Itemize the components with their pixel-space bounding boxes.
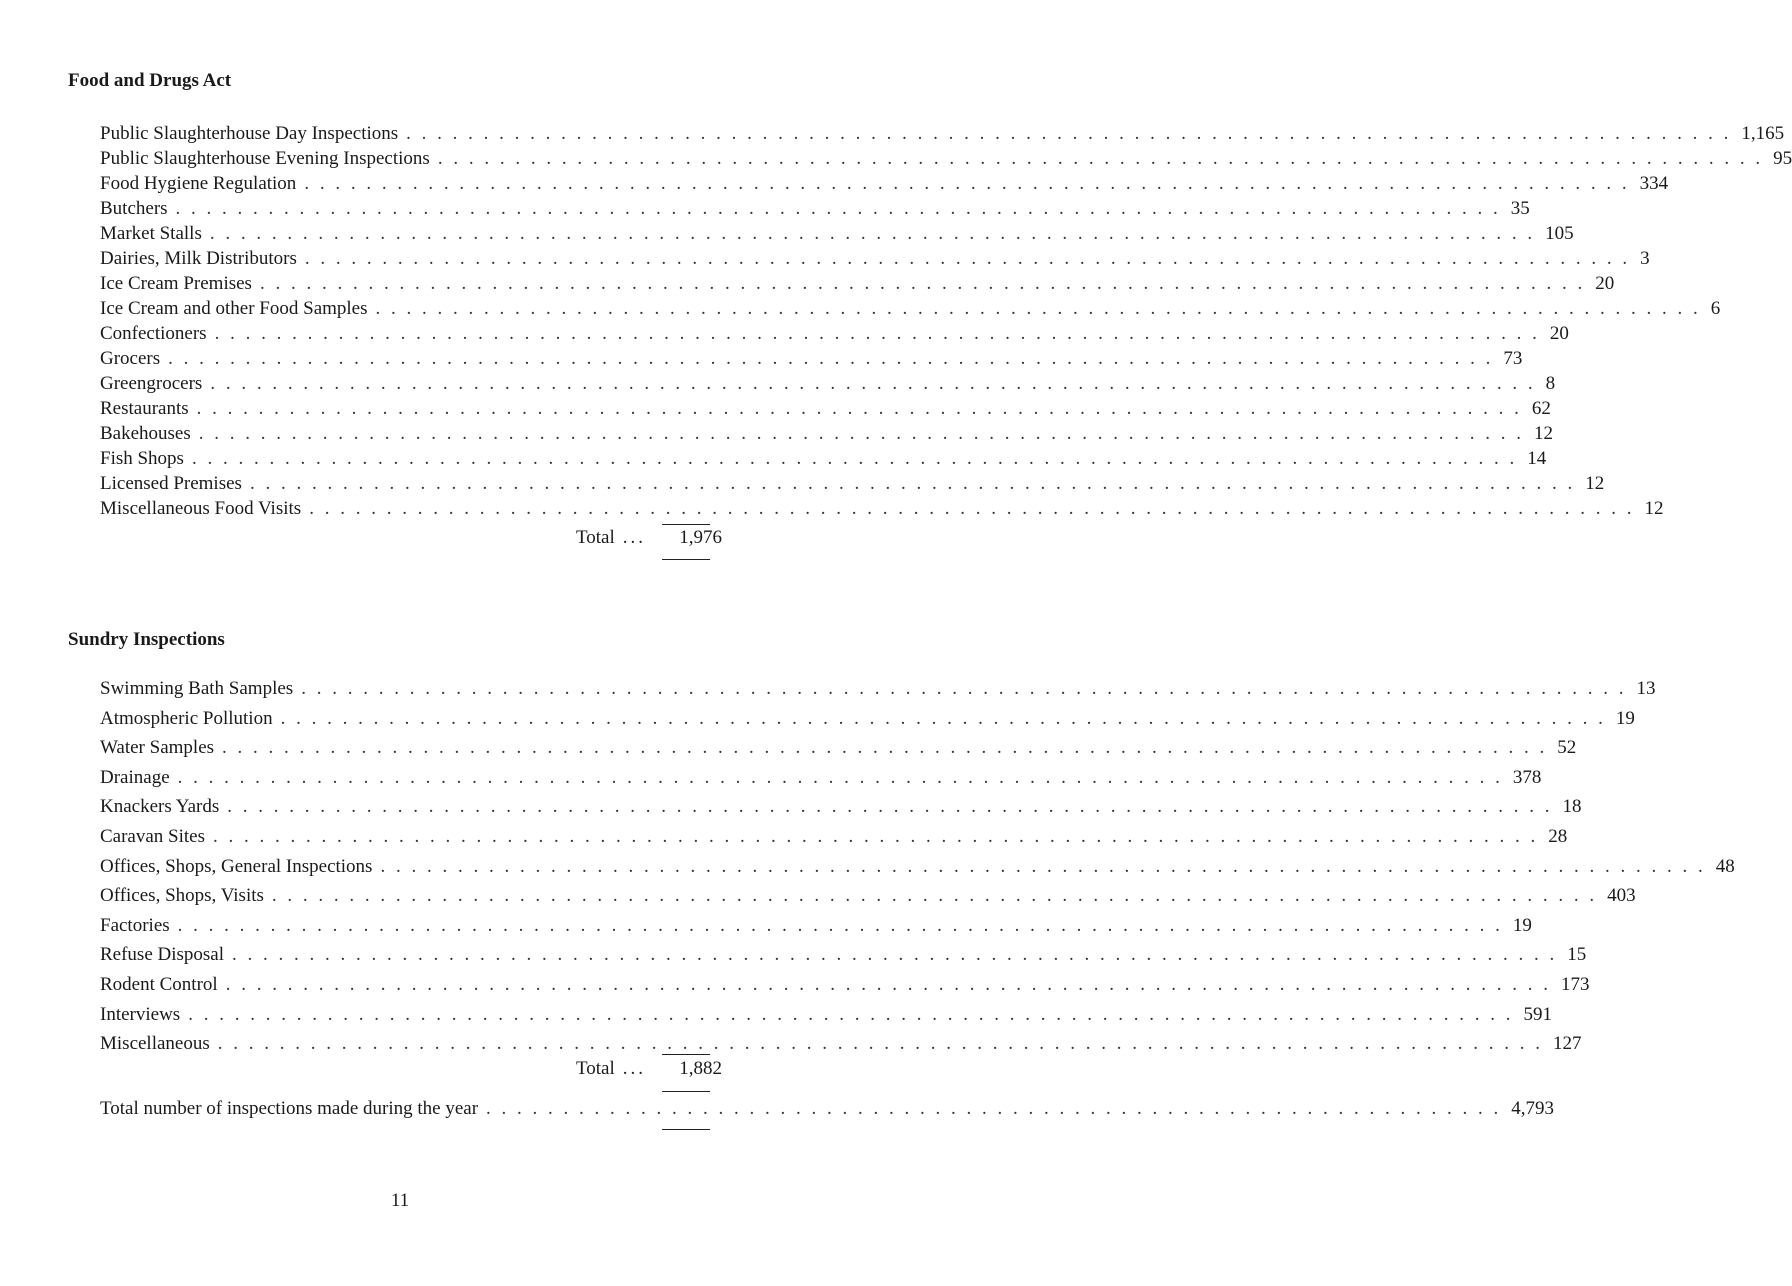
food-row-value: 12 bbox=[1534, 423, 1554, 444]
food-row-value: 62 bbox=[1531, 398, 1551, 419]
sundry-row-label: Atmospheric Pollution bbox=[100, 707, 273, 729]
sundry-row bbox=[100, 881, 1636, 911]
grand-total-rule bbox=[662, 1129, 710, 1130]
food-row-label: Ice Cream and other Food Samples bbox=[100, 298, 368, 319]
sundry-row-label: Factories bbox=[100, 914, 170, 936]
sundry-row-label: Miscellaneous bbox=[100, 1033, 210, 1055]
grand-total-row bbox=[100, 1094, 1555, 1124]
sundry-row-label: Swimming Bath Samples bbox=[100, 678, 294, 699]
food-row bbox=[100, 271, 1615, 296]
sundry-total-rule-bottom bbox=[662, 1091, 710, 1092]
sundry-row-label: Interviews bbox=[100, 1003, 181, 1025]
food-row-leader: . . . . . . . . . . . . . . . . . . . . . . . . . . . . . . . . . . . . . . . . . . . . . . . . . . . . . . . . . . . . . . . . . . . . . . . . . . . . . . . . . . . . . . bbox=[210, 373, 1536, 394]
food-row bbox=[100, 346, 1523, 371]
food-row-leader: . . . . . . . . . . . . . . . . . . . . . . . . . . . . . . . . . . . . . . . . . . . . . . . . . . . . . . . . . . . . . . . . . . . . . . . . . . . . . . . . . . . . . . bbox=[259, 273, 1586, 294]
food-row bbox=[100, 121, 1785, 146]
food-total-leader: ... bbox=[622, 527, 647, 548]
food-row bbox=[100, 221, 1574, 246]
food-row-value: 20 bbox=[1549, 323, 1569, 344]
food-row-value: 35 bbox=[1510, 198, 1530, 219]
sundry-row-leader: . . . . . . . . . . . . . . . . . . . . . . . . . . . . . . . . . . . . . . . . . . . . . . . . . . . . . . . . . . . . . . . . . . . . . . . . . . . . . . . . . . . . . . bbox=[301, 678, 1627, 699]
sundry-row-leader: . . . . . . . . . . . . . . . . . . . . . . . . . . . . . . . . . . . . . . . . . . . . . . . . . . . . . . . . . . . . . . . . . . . . . . . . . . . . . . . . . . . . . . bbox=[380, 855, 1706, 877]
food-row-leader: . . . . . . . . . . . . . . . . . . . . . . . . . . . . . . . . . . . . . . . . . . . . . . . . . . . . . . . . . . . . . . . . . . . . . . . . . . . . . . . . . . . . . . bbox=[304, 173, 1630, 194]
food-total-row bbox=[576, 527, 722, 549]
food-row-label: Confectioners bbox=[100, 323, 207, 344]
food-row-value: 12 bbox=[1585, 473, 1605, 494]
food-row-label: Licensed Premises bbox=[100, 473, 242, 494]
food-row bbox=[100, 371, 1556, 396]
sundry-row-value: 15 bbox=[1567, 944, 1587, 966]
food-row-leader: . . . . . . . . . . . . . . . . . . . . . . . . . . . . . . . . . . . . . . . . . . . . . . . . . . . . . . . . . . . . . . . . . . . . . . . . . . . . . . . . . . . . . . bbox=[406, 123, 1732, 144]
sundry-total-rule-top bbox=[662, 1054, 710, 1055]
sundry-row-leader: . . . . . . . . . . . . . . . . . . . . . . . . . . . . . . . . . . . . . . . . . . . . . . . . . . . . . . . . . . . . . . . . . . . . . . . . . . . . . . . . . . . . . . bbox=[217, 1033, 1544, 1055]
sundry-row-label: Caravan Sites bbox=[100, 825, 206, 847]
sundry-row bbox=[100, 763, 1542, 793]
food-total-rule-top bbox=[662, 524, 710, 525]
food-row bbox=[100, 196, 1530, 221]
food-row bbox=[100, 421, 1554, 446]
food-row-value: 8 bbox=[1545, 373, 1556, 394]
sundry-row bbox=[100, 792, 1582, 822]
grand-total-value: 4,793 bbox=[1511, 1098, 1555, 1119]
food-row-leader: . . . . . . . . . . . . . . . . . . . . . . . . . . . . . . . . . . . . . . . . . . . . . . . . . . . . . . . . . . . . . . . . . . . . . . . . . . . . . . . . . . . . . . bbox=[191, 448, 1518, 469]
sundry-row-label: Offices, Shops, General Inspections bbox=[100, 855, 373, 877]
food-row bbox=[100, 171, 1669, 196]
food-row-label: Fish Shops bbox=[100, 448, 184, 469]
food-row-leader: . . . . . . . . . . . . . . . . . . . . . . . . . . . . . . . . . . . . . . . . . . . . . . . . . . . . . . . . . . . . . . . . . . . . . . . . . . . . . . . . . . . . . . bbox=[437, 148, 1764, 169]
sundry-row-label: Water Samples bbox=[100, 737, 215, 759]
food-section-heading: Food and Drugs Act bbox=[68, 70, 232, 91]
food-row bbox=[100, 396, 1551, 421]
food-row bbox=[100, 496, 1664, 521]
food-row-label: Greengrocers bbox=[100, 373, 203, 394]
sundry-row bbox=[100, 704, 1635, 734]
sundry-row-leader: . . . . . . . . . . . . . . . . . . . . . . . . . . . . . . . . . . . . . . . . . . . . . . . . . . . . . . . . . . . . . . . . . . . . . . . . . . . . . . . . . . . . . . bbox=[177, 766, 1503, 788]
sundry-row-label: Offices, Shops, Visits bbox=[100, 885, 264, 907]
sundry-section-heading: Sundry Inspections bbox=[68, 629, 225, 650]
sundry-row-label: Refuse Disposal bbox=[100, 944, 225, 966]
page-number: 11 bbox=[390, 1190, 410, 1211]
food-row-value: 3 bbox=[1640, 248, 1650, 269]
sundry-row bbox=[100, 940, 1587, 970]
food-row bbox=[100, 296, 1721, 321]
food-row bbox=[100, 471, 1605, 496]
food-row bbox=[100, 246, 1650, 271]
food-row-label: Market Stalls bbox=[100, 223, 202, 244]
food-row-leader: . . . . . . . . . . . . . . . . . . . . . . . . . . . . . . . . . . . . . . . . . . . . . . . . . . . . . . . . . . . . . . . . . . . . . . . . . . . . . . . . . . . . . . bbox=[168, 348, 1494, 369]
food-row bbox=[100, 321, 1569, 346]
food-total-rule-bottom bbox=[662, 559, 710, 560]
sundry-row bbox=[100, 1000, 1552, 1030]
sundry-total-label: Total bbox=[576, 1058, 615, 1079]
sundry-total-value: 1,882 bbox=[679, 1058, 723, 1079]
food-row-value: 105 bbox=[1545, 223, 1574, 244]
sundry-row-leader: . . . . . . . . . . . . . . . . . . . . . . . . . . . . . . . . . . . . . . . . . . . . . . . . . . . . . . . . . . . . . . . . . . . . . . . . . . . . . . . . . . . . . . bbox=[225, 973, 1551, 995]
sundry-row-value: 19 bbox=[1512, 914, 1532, 936]
sundry-row bbox=[100, 733, 1577, 763]
sundry-row bbox=[100, 911, 1532, 941]
food-row-leader: . . . . . . . . . . . . . . . . . . . . . . . . . . . . . . . . . . . . . . . . . . . . . . . . . . . . . . . . . . . . . . . . . . . . . . . . . . . . . . . . . . . . . . bbox=[309, 498, 1635, 519]
sundry-row bbox=[100, 822, 1568, 852]
food-row-label: Miscellaneous Food Visits bbox=[100, 498, 302, 519]
food-row-leader: . . . . . . . . . . . . . . . . . . . . . . . . . . . . . . . . . . . . . . . . . . . . . . . . . . . . . . . . . . . . . . . . . . . . . . . . . . . . . . . . . . . . . . bbox=[214, 323, 1540, 344]
sundry-row bbox=[100, 970, 1590, 1000]
food-row-leader: . . . . . . . . . . . . . . . . . . . . . . . . . . . . . . . . . . . . . . . . . . . . . . . . . . . . . . . . . . . . . . . . . . . . . . . . . . . . . . . . . . . . . . bbox=[198, 423, 1525, 444]
food-row-value: 12 bbox=[1644, 498, 1664, 519]
sundry-row-leader: . . . . . . . . . . . . . . . . . . . . . . . . . . . . . . . . . . . . . . . . . . . . . . . . . . . . . . . . . . . . . . . . . . . . . . . . . . . . . . . . . . . . . . bbox=[213, 825, 1539, 847]
sundry-row-value: 127 bbox=[1553, 1033, 1582, 1055]
sundry-row-value: 173 bbox=[1560, 973, 1590, 995]
food-row-leader: . . . . . . . . . . . . . . . . . . . . . . . . . . . . . . . . . . . . . . . . . . . . . . . . . . . . . . . . . . . . . . . . . . . . . . . . . . . . . . . . . . . . . . bbox=[304, 248, 1631, 269]
food-row-leader: . . . . . . . . . . . . . . . . . . . . . . . . . . . . . . . . . . . . . . . . . . . . . . . . . . . . . . . . . . . . . . . . . . . . . . . . . . . . . . . . . . . . . . bbox=[375, 298, 1701, 319]
food-row-value: 20 bbox=[1595, 273, 1615, 294]
sundry-row-leader: . . . . . . . . . . . . . . . . . . . . . . . . . . . . . . . . . . . . . . . . . . . . . . . . . . . . . . . . . . . . . . . . . . . . . . . . . . . . . . . . . . . . . . bbox=[232, 944, 1558, 966]
sundry-row-value: 18 bbox=[1562, 796, 1582, 818]
sundry-row bbox=[100, 1029, 1582, 1059]
food-inspections-list bbox=[100, 121, 1792, 521]
food-row-value: 73 bbox=[1503, 348, 1523, 369]
food-row-value: 95 bbox=[1773, 148, 1792, 169]
food-row-leader: . . . . . . . . . . . . . . . . . . . . . . . . . . . . . . . . . . . . . . . . . . . . . . . . . . . . . . . . . . . . . . . . . . . . . . . . . . . . . . . . . . . . . . bbox=[196, 398, 1522, 419]
sundry-row-leader: . . . . . . . . . . . . . . . . . . . . . . . . . . . . . . . . . . . . . . . . . . . . . . . . . . . . . . . . . . . . . . . . . . . . . . . . . . . . . . . . . . . . . . bbox=[271, 885, 1598, 907]
food-row-value: 1,165 bbox=[1741, 123, 1785, 144]
grand-total-leader: . . . . . . . . . . . . . . . . . . . . . . . . . . . . . . . . . . . . . . . . . . . . . . . . . . . . . . . . . . . . . . . . . . bbox=[486, 1098, 1502, 1119]
food-row-leader: . . . . . . . . . . . . . . . . . . . . . . . . . . . . . . . . . . . . . . . . . . . . . . . . . . . . . . . . . . . . . . . . . . . . . . . . . . . . . . . . . . . . . . bbox=[249, 473, 1576, 494]
sundry-row-label: Rodent Control bbox=[100, 973, 218, 995]
food-row bbox=[100, 446, 1547, 471]
food-row-label: Ice Cream Premises bbox=[100, 273, 252, 294]
food-row-leader: . . . . . . . . . . . . . . . . . . . . . . . . . . . . . . . . . . . . . . . . . . . . . . . . . . . . . . . . . . . . . . . . . . . . . . . . . . . . . . . . . . . . . . bbox=[209, 223, 1536, 244]
sundry-row bbox=[100, 852, 1735, 882]
sundry-row-value: 13 bbox=[1636, 678, 1656, 699]
sundry-row-value: 19 bbox=[1615, 707, 1635, 729]
grand-total-label: Total number of inspections made during the year bbox=[100, 1098, 479, 1119]
food-row-leader: . . . . . . . . . . . . . . . . . . . . . . . . . . . . . . . . . . . . . . . . . . . . . . . . . . . . . . . . . . . . . . . . . . . . . . . . . . . . . . . . . . . . . . bbox=[175, 198, 1501, 219]
food-row-label: Butchers bbox=[100, 198, 168, 219]
food-row bbox=[100, 146, 1792, 171]
sundry-row-value: 591 bbox=[1523, 1003, 1552, 1025]
sundry-row bbox=[100, 674, 1656, 704]
sundry-row-label: Knackers Yards bbox=[100, 796, 220, 818]
sundry-row-leader: . . . . . . . . . . . . . . . . . . . . . . . . . . . . . . . . . . . . . . . . . . . . . . . . . . . . . . . . . . . . . . . . . . . . . . . . . . . . . . . . . . . . . . bbox=[227, 796, 1553, 818]
sundry-row-value: 28 bbox=[1548, 825, 1568, 847]
sundry-row-leader: . . . . . . . . . . . . . . . . . . . . . . . . . . . . . . . . . . . . . . . . . . . . . . . . . . . . . . . . . . . . . . . . . . . . . . . . . . . . . . . . . . . . . . bbox=[177, 914, 1503, 936]
sundry-row-value: 403 bbox=[1607, 885, 1636, 907]
food-total-label: Total bbox=[576, 527, 615, 548]
food-row-label: Public Slaughterhouse Evening Inspections bbox=[100, 148, 430, 169]
sundry-inspections-list bbox=[100, 674, 1735, 1059]
sundry-row-value: 48 bbox=[1715, 855, 1735, 877]
food-row-value: 334 bbox=[1639, 173, 1669, 194]
sundry-row-value: 378 bbox=[1512, 766, 1542, 788]
sundry-total-row bbox=[576, 1058, 722, 1080]
sundry-row-value: 52 bbox=[1557, 737, 1577, 759]
sundry-row-leader: . . . . . . . . . . . . . . . . . . . . . . . . . . . . . . . . . . . . . . . . . . . . . . . . . . . . . . . . . . . . . . . . . . . . . . . . . . . . . . . . . . . . . . bbox=[188, 1003, 1514, 1025]
sundry-row-label: Drainage bbox=[100, 766, 170, 788]
sundry-row-leader: . . . . . . . . . . . . . . . . . . . . . . . . . . . . . . . . . . . . . . . . . . . . . . . . . . . . . . . . . . . . . . . . . . . . . . . . . . . . . . . . . . . . . . bbox=[280, 707, 1606, 729]
food-row-label: Bakehouses bbox=[100, 423, 191, 444]
food-row-label: Public Slaughterhouse Day Inspections bbox=[100, 123, 399, 144]
food-total-value: 1,976 bbox=[679, 527, 723, 548]
food-row-value: 6 bbox=[1710, 298, 1721, 319]
food-row-label: Dairies, Milk Distributors bbox=[100, 248, 297, 269]
food-row-value: 14 bbox=[1527, 448, 1547, 469]
sundry-row-leader: . . . . . . . . . . . . . . . . . . . . . . . . . . . . . . . . . . . . . . . . . . . . . . . . . . . . . . . . . . . . . . . . . . . . . . . . . . . . . . . . . . . . . . bbox=[222, 737, 1548, 759]
sundry-total-leader: ... bbox=[622, 1058, 647, 1079]
food-row-label: Restaurants bbox=[100, 398, 189, 419]
food-row-label: Food Hygiene Regulation bbox=[100, 173, 297, 194]
food-row-label: Grocers bbox=[100, 348, 161, 369]
